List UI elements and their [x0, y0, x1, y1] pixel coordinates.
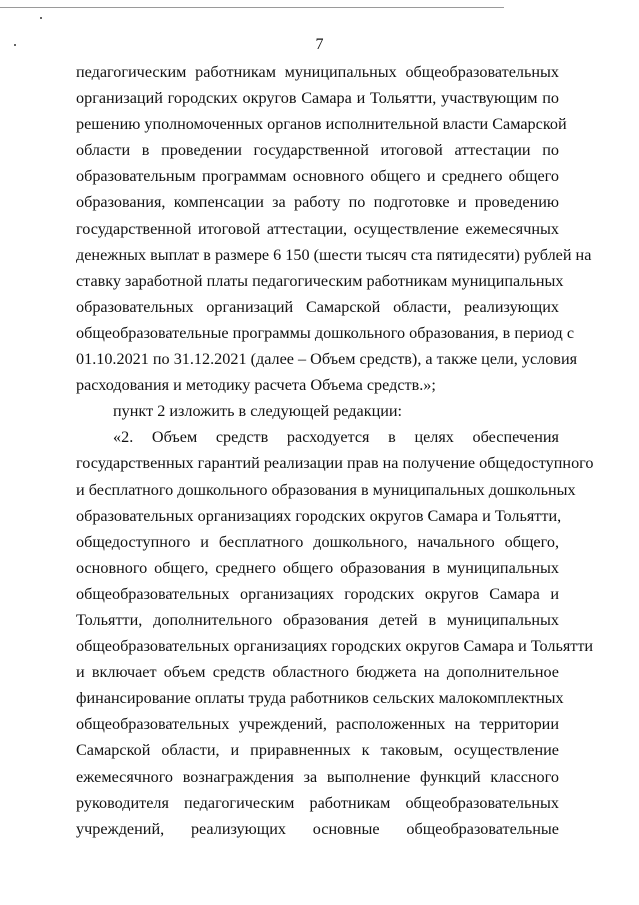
text-line: образовательных организациях городских округов Самара и Тольятти, [76, 506, 562, 525]
text-line: ставку заработной платы педагогическим работникам муниципальных [76, 271, 564, 290]
text-line: и включает объем средств областного бюджета на дополнительное [76, 663, 559, 682]
text-line: «2. Объем средств расходуется в целях обеспечения [113, 428, 559, 447]
text-line: решению уполномоченных органов исполнительной власти Самарской [76, 115, 567, 134]
text-line: 01.10.2021 по 31.12.2021 (далее – Объем средств), а также цели, условия [76, 350, 578, 369]
text-line: общеобразовательных организациях городских округов Самара и Тольятти [76, 637, 594, 656]
text-line: пункт 2 изложить в следующей редакции: [113, 402, 403, 421]
text-line: педагогическим работникам муниципальных общеобразовательных [76, 63, 559, 81]
text-line: финансирование оплаты труда работников сельских малокомплектных [76, 689, 564, 708]
text-line: общеобразовательные программы дошкольного образования, в период с [76, 323, 575, 342]
text-line: государственной итоговой аттестации, осуществление ежемесячных [76, 219, 559, 238]
text-line: расходования и методику расчета Объема средств.»; [76, 376, 436, 395]
text-line: Самарской области, и приравненных к таковым, осуществление [76, 741, 559, 760]
paragraph-instruction [76, 398, 559, 424]
text-line: области в проведении государственной итоговой аттестации по [76, 141, 559, 160]
text-line: ежемесячного вознаграждения за выполнение функций классного [76, 767, 559, 786]
text-line: образовательным программам основного общего и среднего общего [76, 167, 559, 186]
text-line: государственных гарантий реализации прав на получение общедоступного [76, 454, 594, 473]
page-number: 7 [315, 36, 324, 53]
paragraph-clause-2 [76, 424, 594, 842]
document-body [76, 59, 594, 842]
text-line: основного общего, среднего общего образования в муниципальных [76, 558, 559, 577]
text-line: образовательных организаций Самарской области, реализующих [76, 297, 559, 316]
text-line: организаций городских округов Самара и Тольятти, участвующим по [76, 89, 559, 108]
top-rule [0, 7, 504, 8]
text-line: и бесплатного дошкольного образования в муниципальных дошкольных [76, 480, 576, 499]
text-line: учреждений, реализующих основные общеобразовательные [76, 819, 559, 838]
text-line: руководителя педагогическим работникам общеобразовательных [76, 793, 559, 812]
text-line: денежных выплат в размере 6 150 (шести тысяч ста пятидесяти) рублей на [76, 245, 592, 264]
paragraph-continuation [76, 59, 592, 398]
text-line: общеобразовательных учреждений, расположенных на территории [76, 715, 559, 734]
text-line: общедоступного и бесплатного дошкольного, начального общего, [76, 532, 559, 551]
text-line: образования, компенсации за работу по подготовке и проведению [76, 193, 559, 212]
text-line: Тольятти, дополнительного образования детей в муниципальных [76, 610, 559, 629]
text-line: общеобразовательных организациях городских округов Самара и [76, 584, 559, 603]
scan-speck [40, 17, 42, 19]
